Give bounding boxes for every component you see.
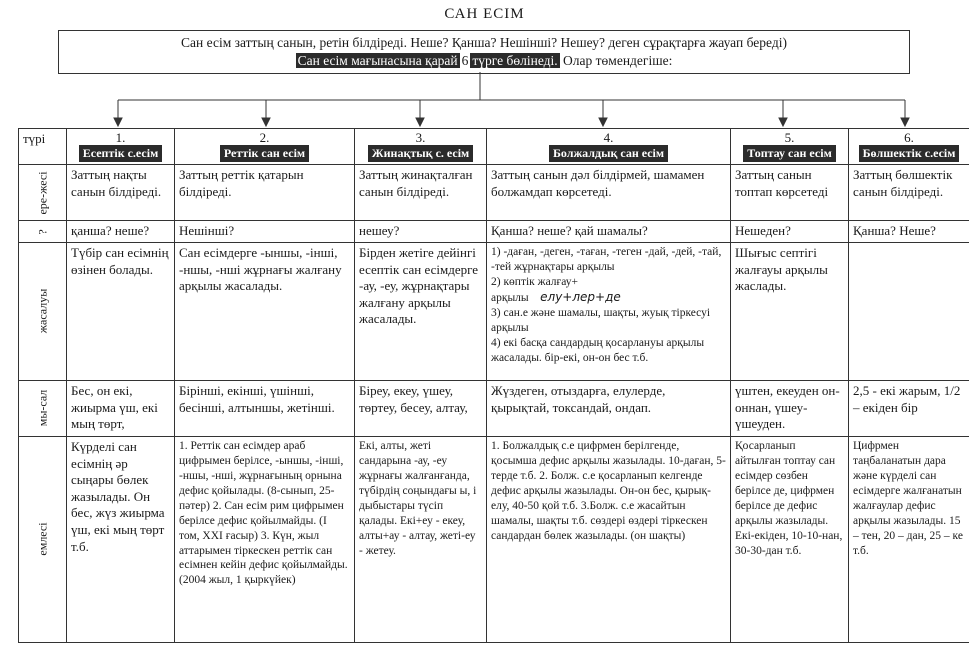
cell-example-6: 2,5 - екі жарым, 1/2 – екіден бір: [849, 380, 969, 436]
cell-spelling-1: Күрделі сан есімнің әр сыңары бөлек жазылады. Он бес, жүз жиырма үш, екі мың төрт т.б.: [67, 436, 175, 642]
cell-example-1: Бес, он екі, жиырма үш, екі мың төрт,: [67, 380, 175, 436]
cell-example-2: Бірінші, екінші, үшінші, бесінші, алтыншы, жетінші.: [175, 380, 355, 436]
intro-highlight-b: түрге бөлінеді.: [472, 53, 558, 68]
cell-spelling-4: 1. Болжалдық с.е цифрмен берілгенде, қосымша дефис арқылы жазылады. 10-даған, 5-терде т.б. 2. Болж. с.е қосарланып келгенде дефис арқылы жазылады. Он-он бес, қырық-елу, 40-50 қой т.б. 3.Болж. с.е жасайтын шамалы, шақты т.б. сөздері өздері тіркескен сандардан бөлек жазылады. (он шақты): [487, 436, 731, 642]
handwritten-note: елу+лер+де: [540, 289, 621, 304]
cell-question-6: Қанша? Неше?: [849, 221, 969, 243]
cell-question-5: Нешеден?: [731, 221, 849, 243]
cell-spelling-3: Екі, алты, жеті сандарына -ау, -еу жұрнағы жалғанғанда, түбірдің соңындағы ы, і дыбыстары түсіп қалады. Екі+еу - екеу, алты+ау - алтау, жеті-еу - жетеу.: [355, 436, 487, 642]
intro-highlight-num: 6: [461, 53, 469, 68]
table-row-spelling: [19, 436, 969, 642]
cell-spelling-5: Қосарланып айтылған топтау сан есімдер сөзбен берілсе де, цифрмен берілсе де дефис арқылы жазылады. Екі-екіден, 10-10-нан, 30-30-дан т.б.: [731, 436, 849, 642]
table-row-rule: [19, 165, 969, 221]
row-label-type: түрі: [19, 129, 67, 165]
cell-example-5: үштен, екеуден он-оннан, үшеу-үшеуден.: [731, 380, 849, 436]
cell-question-2: Нешінші?: [175, 221, 355, 243]
cell-spelling-2: 1. Реттік сан есімдер араб цифрымен берілсе, -ыншы, -інші, -ншы, -нші, жұрнағының орнына дефис қойылады. (8-сынып, 25-пәтер) 2. Сан есім рим цифрымен берілсе дефис қойылмайды. (І том, ХХІ ғасыр) 3. Күн, жыл аттарымен тіркескен реттік сан есімнен кейін дефис қойылмайды. (2004 жыл, 1 қыркүйек): [175, 436, 355, 642]
header-col-5: 5. Топтау сан есім: [731, 129, 849, 165]
cell-rule-3: Заттың жинақталған санын білдіреді.: [355, 165, 487, 221]
cell-question-1: қанша? неше?: [67, 221, 175, 243]
number-types-table: [18, 128, 969, 643]
cell-rule-6: Заттың бөлшектік санын білдіреді.: [849, 165, 969, 221]
header-col-1: 1. Есептік с.есім: [67, 129, 175, 165]
cell-formation-4: 1) -даған, -деген, -таған, -теген -дай, -дей, -тай, -тей жұрнақтары арқылы 2) көптік жалғау+ арқылы елу+лер+де 3) сан.е және шамалы, шақты, жуық тіркесуі арқылы 4) екі басқа сандардың қосарлануы арқылы жасалады. бір-екі, он-он бес т.б.: [487, 242, 731, 380]
row-label-example: мы-сал: [19, 380, 67, 436]
header-col-2: 2. Реттік сан есім: [175, 129, 355, 165]
cell-formation-5: Шығыс септігі жалғауы арқылы жаслады.: [731, 242, 849, 380]
cell-formation-1: Түбір сан есімнің өзінен болады.: [67, 242, 175, 380]
intro-rest: Олар төмендегіше:: [559, 53, 673, 68]
row-label-rule: ере-жесі: [19, 165, 67, 221]
connector-lines: [0, 0, 969, 130]
table-row-question: [19, 221, 969, 243]
table-row-type: [19, 129, 969, 165]
cell-question-3: нешеу?: [355, 221, 487, 243]
cell-rule-5: Заттың санын топтап көрсетеді: [731, 165, 849, 221]
cell-rule-2: Заттың реттік қатарын білдіреді.: [175, 165, 355, 221]
row-label-formation: жасалуы: [19, 242, 67, 380]
table-row-formation: [19, 242, 969, 380]
intro-highlight-a: Сан есім мағынасына қарай: [297, 53, 458, 68]
header-col-3: 3. Жинақтық с. есім: [355, 129, 487, 165]
page-title: САН ЕСІМ: [444, 6, 525, 22]
cell-example-4: Жүздеген, отыздарға, елулерде, қырықтай, токсандай, ондап.: [487, 380, 731, 436]
header-col-4: 4. Болжалдық сан есім: [487, 129, 731, 165]
intro-line-1: Сан есім заттың санын, ретін білдіреді. Неше? Қанша? Нешінші? Нешеу? деген сұрақтарға жауап береді): [181, 35, 787, 50]
cell-example-3: Біреу, екеу, үшеу, төртеу, бесеу, алтау,: [355, 380, 487, 436]
row-label-question: ?: [19, 221, 67, 243]
cell-formation-3: Бірден жетіге дейінгі есептік сан есімдерге -ау, -еу, жұрнақтары жалғану арқылы жасалады.: [355, 242, 487, 380]
header-col-6: 6. Бөлшектік с.есім: [849, 129, 969, 165]
table-row-example: [19, 380, 969, 436]
cell-question-4: Қанша? неше? қай шамалы?: [487, 221, 731, 243]
cell-rule-1: Заттың нақты санын білдіреді.: [67, 165, 175, 221]
cell-spelling-6: Цифрмен таңбаланатын дара және күрделі сан есімдерге жалғанатын жалғаулар дефис арқылы жазылады. 15 – тен, 20 – дан, 25 – ке т.б.: [849, 436, 969, 642]
row-label-spelling: емлесі: [19, 436, 67, 642]
cell-formation-6: [849, 242, 969, 380]
cell-rule-4: Заттың санын дәл білдірмей, шамамен болжамдап көрсетеді.: [487, 165, 731, 221]
cell-formation-2: Сан есімдерге -ыншы, -інші, -ншы, -нші жұрнағы жалғану арқылы жасалады.: [175, 242, 355, 380]
